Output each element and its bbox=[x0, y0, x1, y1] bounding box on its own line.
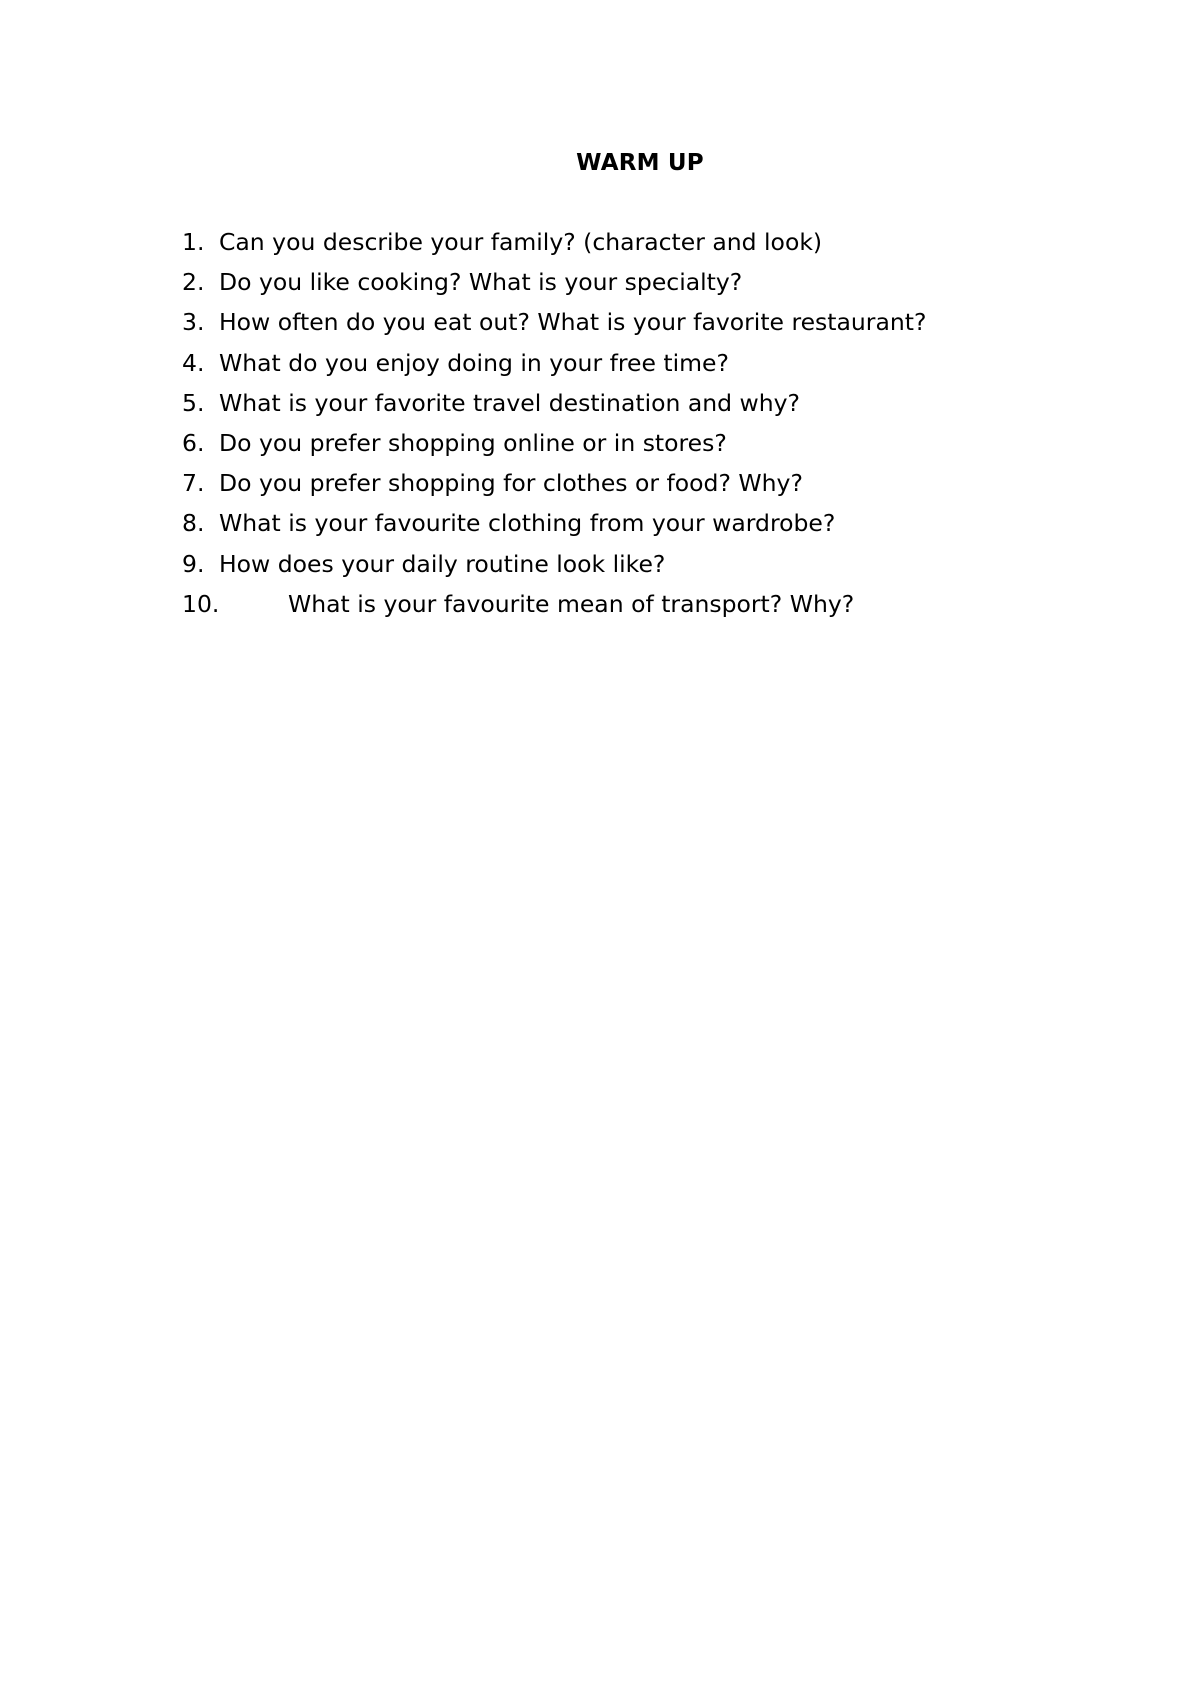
list-item-text: Do you like cooking? What is your specialty? bbox=[219, 268, 743, 297]
list-item-number: 7. bbox=[182, 469, 205, 498]
list-item-text: What is your favourite clothing from your wardrobe? bbox=[219, 509, 836, 538]
list-item bbox=[182, 228, 926, 268]
list-item-text: Do you prefer shopping online or in stores? bbox=[219, 428, 727, 457]
list-item-number: 5. bbox=[182, 388, 205, 417]
list-item-text: What do you enjoy doing in your free time? bbox=[219, 348, 729, 377]
list-item bbox=[182, 509, 926, 549]
list-item bbox=[182, 429, 926, 469]
list-item-text: What is your favorite travel destination and why? bbox=[219, 388, 801, 417]
list-item-number: 10. bbox=[182, 589, 220, 618]
list-item-text: What is your favourite mean of transport? Why? bbox=[288, 589, 855, 618]
list-item-text: Can you describe your family? (character and look) bbox=[219, 228, 823, 256]
list-item-text: How often do you eat out? What is your favorite restaurant? bbox=[219, 308, 927, 337]
list-item bbox=[182, 268, 926, 308]
list-item bbox=[182, 550, 926, 590]
list-item-number: 2. bbox=[182, 268, 205, 297]
list-item-number: 4. bbox=[182, 348, 205, 377]
list-item bbox=[182, 389, 926, 429]
list-item-text: Do you prefer shopping for clothes or food? Why? bbox=[219, 469, 803, 498]
list-item-number: 8. bbox=[182, 509, 205, 538]
page-title: WARM UP bbox=[576, 150, 704, 176]
list-item-text: How does your daily routine look like? bbox=[219, 549, 666, 578]
list-item-number: 3. bbox=[182, 308, 205, 337]
list-item bbox=[182, 590, 926, 630]
list-item-number: 9. bbox=[182, 549, 205, 578]
list-item bbox=[182, 349, 926, 389]
list-item-number: 6. bbox=[182, 428, 205, 457]
list-item-number: 1. bbox=[182, 228, 205, 256]
list-item bbox=[182, 469, 926, 509]
list-item bbox=[182, 308, 926, 348]
question-list bbox=[182, 228, 926, 630]
